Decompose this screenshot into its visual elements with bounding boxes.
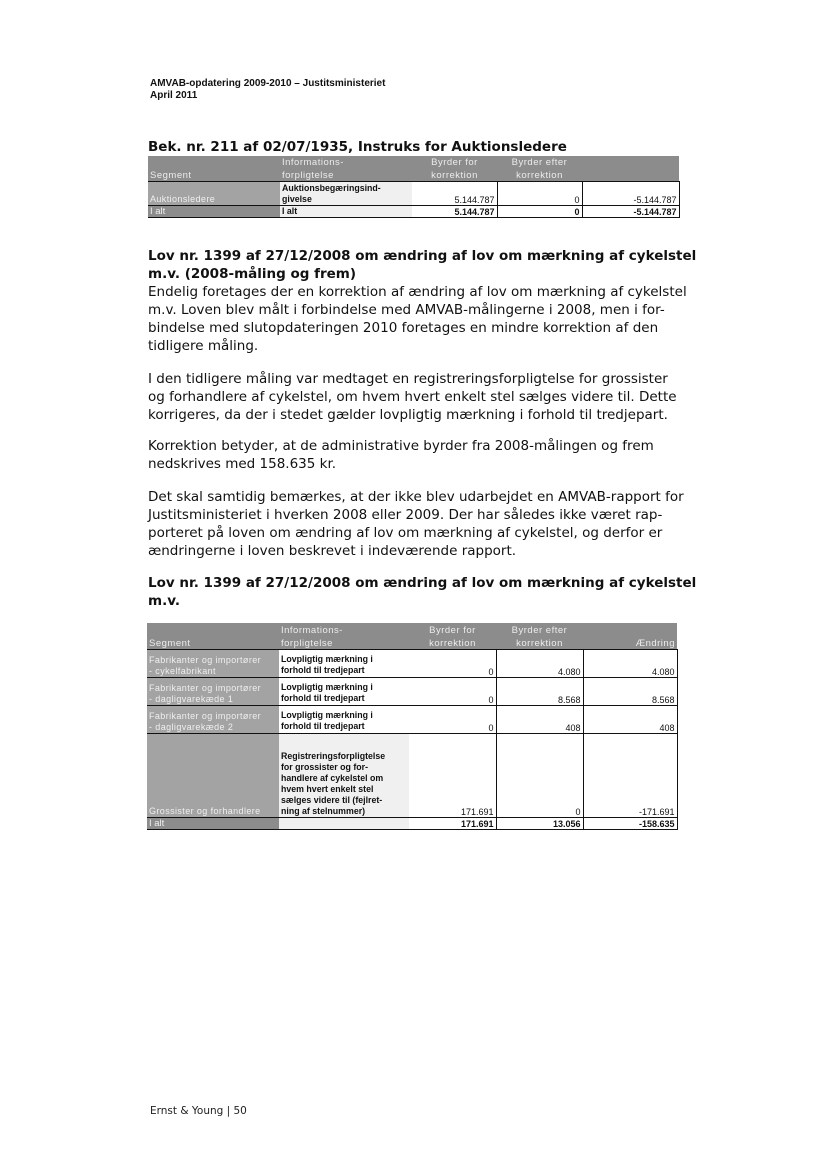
table1-total-change: -5.144.787	[582, 205, 679, 217]
table2-title-line1: Lov nr. 1399 af 27/12/2008 om ændring af lov om mærkning af cykelstel	[148, 575, 697, 591]
table2-row1-before: 0	[409, 649, 496, 677]
paragraph-2-line: og forhandlere af cykelstel, om hvem hvert enkelt stel sælges videre til. Dette	[148, 389, 677, 405]
table-row	[147, 705, 677, 733]
paragraph-4-line: porteret på loven om ændring af lov om mærkning af cykelstel, og derfor er	[148, 525, 663, 541]
table1-total-label: I alt	[148, 205, 280, 217]
table2-row4-segment: Grossister og forhandlere	[147, 733, 279, 817]
section-heading	[148, 247, 696, 283]
table1-row-info	[280, 181, 412, 205]
table1-header-row	[148, 156, 679, 168]
table2-total-before: 171.691	[409, 817, 496, 829]
table1-row-info-line2: givelse	[282, 193, 312, 204]
header-date: April 2011	[150, 90, 198, 101]
table2-row3-change: 408	[583, 705, 677, 733]
table2-row4-info	[279, 733, 409, 817]
info-line: forhold til tredjepart	[281, 721, 365, 731]
table2-col-after-2: korrektion	[496, 636, 583, 649]
table1-total-info: I alt	[280, 205, 412, 217]
segment-line: Fabrikanter og importører	[149, 654, 262, 665]
table-row	[147, 733, 677, 817]
table2-total-change: -158.635	[583, 817, 677, 829]
table2-row1-segment	[147, 649, 279, 677]
table1-row-info-line1: Auktionsbegæringsind-	[282, 182, 381, 193]
segment-line: - dagligvarekæde 2	[149, 721, 234, 732]
table2-col-change: Ændring	[583, 623, 677, 649]
table1	[148, 156, 680, 218]
paragraph-4-line: Justitsministeriet i hverken 2008 eller 2009. Der har således ikke været rap-	[148, 507, 663, 523]
table2-row3-segment	[147, 705, 279, 733]
table2-title-line2: m.v.	[148, 593, 181, 609]
paragraph-3-line: nedskrives med 158.635 kr.	[148, 456, 337, 472]
table1-total-row	[148, 205, 679, 217]
table1-col-before-1: Byrder for	[412, 156, 497, 168]
table1-row-before: 5.144.787	[412, 181, 497, 205]
paragraph-4	[148, 488, 688, 560]
table2-col-info-2: forpligtelse	[279, 636, 409, 649]
info-line: hvem hvert enkelt stel	[281, 783, 374, 794]
table1-col-segment: Segment	[148, 156, 280, 181]
table2-row2-after: 8.568	[496, 677, 583, 705]
paragraph-1-line: Endelig foretages der en korrektion af ændring af lov om mærkning af cykelstel	[148, 284, 687, 300]
segment-line: - dagligvarekæde 1	[149, 693, 234, 704]
table2-row4-after: 0	[496, 733, 583, 817]
info-line: Lovpligtig mærkning i	[281, 653, 373, 664]
paragraph-4-line: ændringerne i loven beskrevet i indeværende rapport.	[148, 543, 517, 559]
info-line: Lovpligtig mærkning i	[281, 709, 373, 720]
paragraph-1-line: m.v. Loven blev målt i forbindelse med AMVAB-målingerne i 2008, men i for-	[148, 302, 665, 318]
paragraph-1-line: bindelse med slutopdateringen 2010 foretages en mindre korrektion af den	[148, 320, 659, 336]
table-row	[147, 649, 677, 677]
paragraph-1-line: tidligere måling.	[148, 338, 259, 354]
table2-total-info	[279, 817, 409, 829]
info-line: for grossister og for-	[281, 761, 368, 772]
table1-row-after: 0	[497, 181, 582, 205]
table1-col-after-2: korrektion	[497, 168, 582, 181]
document-header	[150, 78, 385, 102]
page-footer: Ernst & Young | 50	[150, 1105, 247, 1117]
table2-total-after: 13.056	[496, 817, 583, 829]
section-heading-line1: Lov nr. 1399 af 27/12/2008 om ændring af lov om mærkning af cykelstel	[148, 248, 697, 264]
header-title: AMVAB-opdatering 2009-2010 – Justitsministeriet	[150, 78, 386, 89]
table2-col-after-1: Byrder efter	[496, 623, 583, 636]
table2-row2-before: 0	[409, 677, 496, 705]
table2-row4-change: -171.691	[583, 733, 677, 817]
paragraph-3-line: Korrektion betyder, at de administrative byrder fra 2008-målingen og frem	[148, 438, 654, 454]
table2-row3-before: 0	[409, 705, 496, 733]
info-line: ning af stelnummer)	[281, 805, 366, 816]
table2-row4-before: 171.691	[409, 733, 496, 817]
table2-title	[148, 574, 696, 610]
table2-row2-segment	[147, 677, 279, 705]
paragraph-4-line: Det skal samtidig bemærkes, at der ikke blev udarbejdet en AMVAB-rapport for	[148, 489, 684, 505]
paragraph-2-line: I den tidligere måling var medtaget en registreringsforpligtelse for grossister	[148, 371, 668, 387]
paragraph-2	[148, 370, 688, 424]
table2-row1-change: 4.080	[583, 649, 677, 677]
table2-total-label: I alt	[147, 817, 279, 829]
table1-row-change: -5.144.787	[582, 181, 679, 205]
table2-row1-info	[279, 649, 409, 677]
paragraph-3	[148, 437, 688, 473]
table2-row3-info	[279, 705, 409, 733]
table2-row2-info	[279, 677, 409, 705]
table2-col-segment: Segment	[147, 623, 279, 649]
table2-col-before-2: korrektion	[409, 636, 496, 649]
table2-row1-after: 4.080	[496, 649, 583, 677]
info-line: Lovpligtig mærkning i	[281, 681, 373, 692]
table2	[147, 623, 678, 830]
table1-row-segment: Auktionsledere	[148, 181, 280, 205]
table1-title: Bek. nr. 211 af 02/07/1935, Instruks for Auktionsledere	[148, 139, 567, 155]
paragraph-1	[148, 283, 688, 355]
table1-total-after: 0	[497, 205, 582, 217]
info-line: forhold til tredjepart	[281, 665, 365, 675]
table1-col-info-2: forpligtelse	[280, 168, 412, 181]
segment-line: Fabrikanter og importører	[149, 710, 262, 721]
info-line: forhold til tredjepart	[281, 693, 365, 703]
table-row	[148, 181, 679, 205]
table1-total-before: 5.144.787	[412, 205, 497, 217]
table2-row2-change: 8.568	[583, 677, 677, 705]
table1-col-after-1: Byrder efter	[497, 156, 582, 168]
segment-line: Fabrikanter og importører	[149, 682, 262, 693]
table2-header-row	[147, 623, 677, 636]
info-line: handlere af cykelstel om	[281, 772, 384, 783]
table1-col-before-2: korrektion	[412, 168, 497, 181]
table2-col-info-1: Informations-	[279, 623, 409, 636]
info-line: sælges videre til (fejlret-	[281, 794, 383, 805]
section-heading-line2: m.v. (2008-måling og frem)	[148, 266, 357, 282]
paragraph-2-line: korrigeres, da der i stedet gælder lovpligtig mærkning i forhold til tredjepart.	[148, 407, 668, 423]
table2-total-row	[147, 817, 677, 829]
table2-row3-after: 408	[496, 705, 583, 733]
table-row	[147, 677, 677, 705]
table2-col-before-1: Byrder for	[409, 623, 496, 636]
table1-col-info-1: Informations-	[280, 156, 412, 168]
segment-line: - cykelfabrikant	[149, 665, 216, 676]
info-line: Registreringsforpligtelse	[281, 750, 386, 761]
